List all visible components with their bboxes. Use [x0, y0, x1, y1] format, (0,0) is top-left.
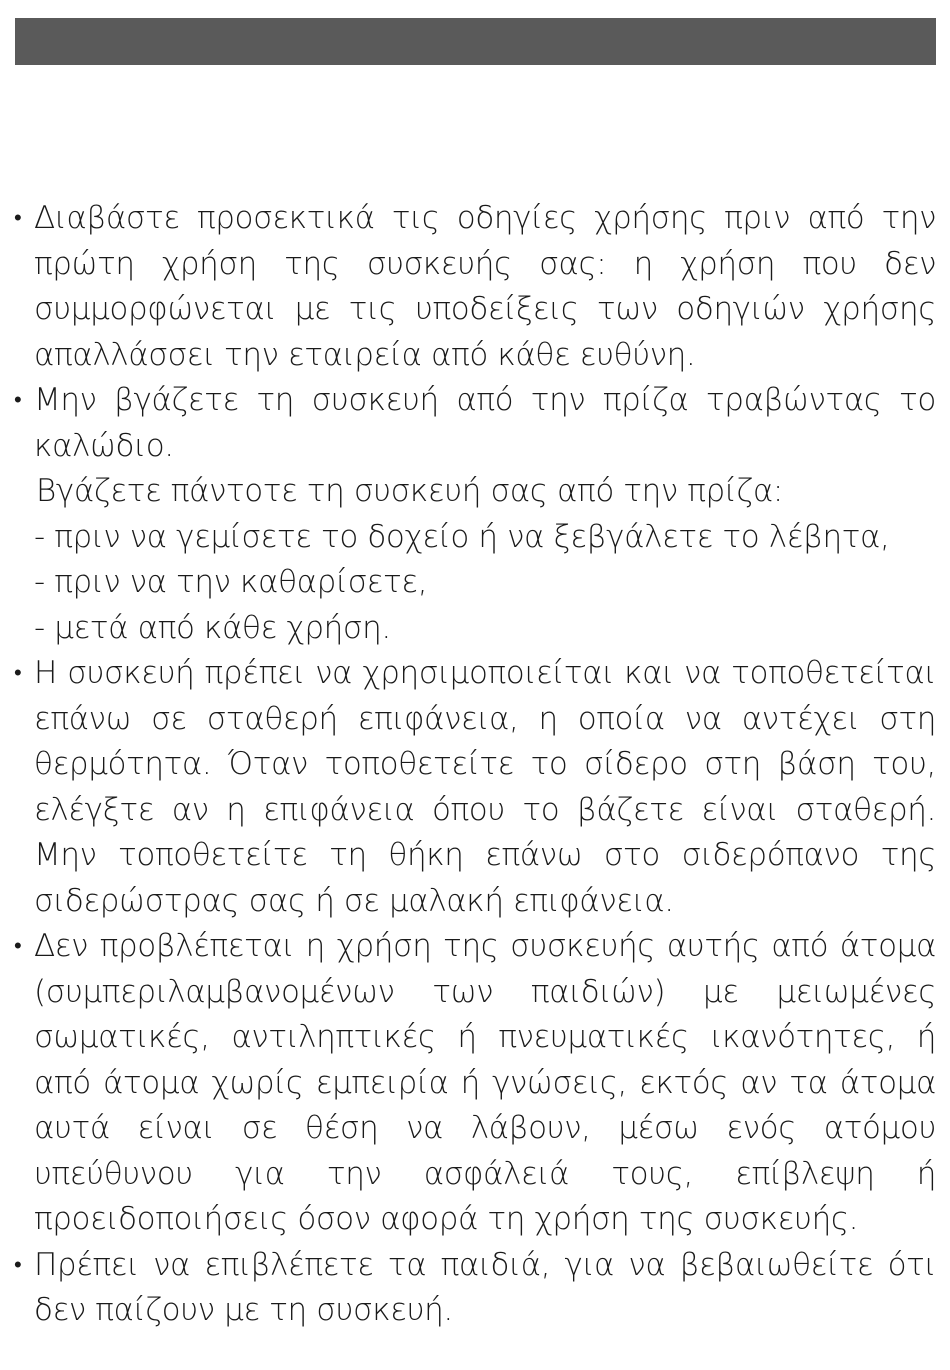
list-item-subtext: Βγάζετε πάντοτε τη συσκευή σας από την πρίζα:	[36, 473, 783, 509]
list-item-text: Δεν προβλέπεται η χρήση της συσκευής αυτής από άτομα (συμπεριλαμβανομένων των παιδιών) με μειωμένες σωματικές, αντιληπτικές ή πνευματικές ικανότητες, ή από άτομα χωρίς εμπειρία ή γνώσεις, εκτός αν τα άτομα αυτά είναι σε θέση να λάβουν, μέσω ενός ατόμου υπεύθυνου για την ασφάλειά τους, επίβλεψη ή προειδοποιήσεις όσον αφορά τη χρήση της συσκευής.	[34, 928, 936, 1237]
safety-instructions	[14, 196, 936, 1334]
dash-item: - πριν να γεμίσετε το δοχείο ή να ξεβγάλετε το λέβητα,	[34, 518, 890, 555]
list-item-text: Διαβάστε προσεκτικά τις οδηγίες χρήσης πριν από την πρώτη χρήση της συσκευής σας: η χρήση που δεν συμμορφώνεται με τις υποδείξεις των οδηγιών χρήσης απαλλάσσει την εταιρεία από κάθε ευθύνη.	[34, 200, 936, 373]
list-item	[14, 378, 936, 469]
list-item	[14, 196, 936, 378]
list-item	[14, 1243, 936, 1334]
list-item	[14, 651, 936, 924]
bullet-icon: •	[14, 206, 22, 231]
bullet-icon: •	[14, 1252, 22, 1278]
list-item-text: Η συσκευή πρέπει να χρησιμοποιείται και να τοποθετείται επάνω σε σταθερή επιφάνεια, η οποία να αντέχει στη θερμότητα. Όταν τοποθετείτε το σίδερο στη βάση του, ελέγξτε αν η επιφάνεια όπου το βάζετε είναι σταθερή. Μην τοποθετείτε τη θήκη επάνω στο σιδερόπανο της σιδερώστρας σας ή σε μαλακή επιφάνεια.	[34, 655, 936, 919]
bullet-icon: •	[14, 661, 22, 686]
bullet-icon: •	[14, 388, 22, 413]
list-item-text: Μην βγάζετε τη συσκευή από την πρίζα τραβώντας το καλώδιο.	[34, 382, 936, 464]
header-bar	[15, 18, 936, 65]
dash-item: - πριν να την καθαρίσετε,	[34, 564, 428, 600]
bullet-icon: •	[14, 934, 22, 959]
dash-item: - μετά από κάθε χρήση.	[34, 609, 391, 646]
list-item	[14, 924, 936, 1243]
list-item-text: Πρέπει να επιβλέπετε τα παιδιά, για να βεβαιωθείτε ότι δεν παίζουν με τη συσκευή.	[34, 1246, 936, 1328]
